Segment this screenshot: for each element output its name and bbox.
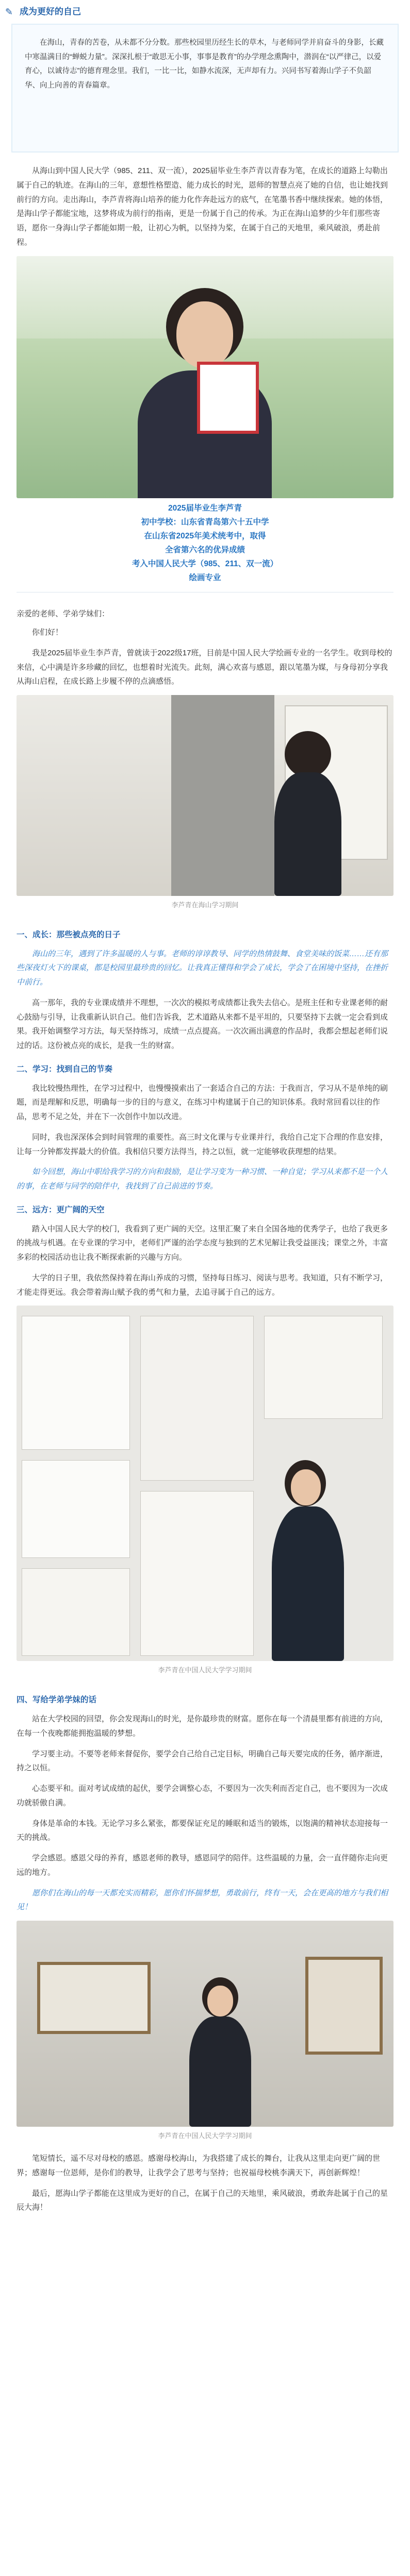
name-card-line1: 2025届毕业生李芦青 (168, 503, 242, 513)
section-advice (0, 1676, 410, 1914)
section-advice-title: 四、写给学弟学妹的话 (17, 1696, 97, 1705)
pencil-icon: ✎ (5, 7, 13, 17)
name-card-line4: 全省第六名的优异成绩 (165, 545, 245, 554)
advice-paragraph-5: 学会感恩。感恩父母的养育，感恩老师的教导，感恩同学的陪伴。这些温暖的力量，会一直伴随你走向更远的地方。 (17, 1854, 388, 1877)
advice-paragraph-1: 站在大学校园的回望，你会发现海山的时光，是你最珍贵的财富。愿你在每一个清晨里都有前进的方向，在每一个夜晚都能拥抱温暖的梦想。 (17, 1715, 388, 1738)
feature-section (0, 152, 410, 250)
advice-paragraph-2: 学习要主动。不要等老师来督促你，要学会自己给自己定目标，明确自己每天要完成的任务，循序渐进，持之以恒。 (17, 1749, 388, 1773)
studio-photo-caption: 李芦青在海山学习期间 (171, 901, 239, 909)
growth-paragraph-1: 海山的三年，遇到了许多温暖的人与事。老师的谆谆教导、同学的热情鼓舞、食堂美味的饭菜……还有那些深夜灯火下的课桌，都是校园里最珍贵的回忆。让我真正懂得和学会了成长，学会了在困境中坚持，在挫折中前行。 (17, 949, 388, 987)
exhibition-photo (17, 1921, 393, 2127)
study-paragraph-1: 我比较慢热理性，在学习过程中，也慢慢摸索出了一套适合自己的方法：于我而言，学习从不是单纯的刷题，而是理解和反思，明确每一步的目的与意义，在练习中构建属于自己的知识体系。我时常回看以往的作品，思考不足之处，并在下一次创作中加以改进。 (17, 1083, 388, 1122)
future-paragraph-1: 踏入中国人民大学的校门，我看到了更广阔的天空。这里汇聚了来自全国各地的优秀学子，也给了我更多的挑战与机遇。在专业课的学习中，老师们严谨的治学态度与独到的艺术见解让我受益匪浅；课堂之外，丰富多彩的校园活动也让我不断探索新的兴趣与方向。 (17, 1224, 388, 1262)
section-header (0, 0, 410, 24)
gallery-photo (17, 1306, 393, 1661)
advice-paragraph-3: 心态要平和。面对考试成绩的起伏，要学会调整心态，不要因为一次失利而否定自己，也不要因为一次成功就骄傲自满。 (17, 1784, 388, 1807)
graduate-photo (17, 256, 393, 498)
future-paragraph-2: 大学的日子里，我依然保持着在海山养成的习惯，坚持每日练习、阅读与思考。我知道，只有不断学习，才能走得更远。我会带着海山赋予我的勇气和力量，去追寻属于自己的远方。 (17, 1273, 388, 1297)
advice-paragraph-4: 身体是革命的本钱。无论学习多么紧张，都要保证充足的睡眠和适当的锻炼，以饱满的精神状态迎接每一天的挑战。 (17, 1819, 388, 1842)
letter-hello: 你们好！ (32, 628, 63, 637)
exhibition-photo-caption: 李芦青在中国人民大学学习期间 (158, 2132, 252, 2140)
section-growth (0, 911, 410, 1299)
closing-paragraph-2: 最后，愿海山学子都能在这里成为更好的自己，在属于自己的天地里，乘风破浪，勇敢奔赴属于自己的星辰大海！ (17, 2189, 388, 2212)
intro-text: 在海山，青春的苦卷，从未都不分分数。那些校园里历经生长的草木，与老师同学并肩奋斗的身影，长藏中寒温满目的“蝉蜕力量”。深深扎根于“敢思无小事，事事是教育”的办学理念熏陶中，潜润在“以严律己，以爱育心，以诚待志”的德育理念里。我们，一比一比，如静水流深，无声却有力。兴同书写着海山学子不负韶华、向上向善的青春篇章。 (25, 39, 384, 90)
section-future-title: 三、远方：更广阔的天空 (17, 1205, 105, 1214)
advice-quote: 愿你们在海山的每一天都充实而精彩，愿你们怀揣梦想，勇敢前行，终有一天，会在更高的地方与我们相见！ (17, 1888, 388, 1912)
section-title: 成为更好的自己 (20, 7, 81, 17)
letter-greeting: 亲爱的老师、学弟学妹们： (17, 609, 110, 619)
name-card (0, 498, 410, 585)
letter-opening (0, 600, 410, 689)
studio-photo (17, 695, 393, 896)
closing-paragraph-1: 笔短情长，遥不尽对母校的感恩。感谢母校海山，为我搭建了成长的舞台，让我从这里走向更广阔的世界；感谢每一位恩师，是你们的教导，让我学会了思考与坚持；也祝福母校桃李满天下，再创新辉煌！ (17, 2154, 381, 2177)
gallery-photo-caption: 李芦青在中国人民大学学习期间 (158, 1666, 252, 1674)
section-growth-title: 一、成长：那些被点亮的日子 (17, 930, 121, 940)
name-card-line3: 在山东省2025年美术统考中，取得 (144, 531, 266, 540)
letter-intro: 我是2025届毕业生李芦青，曾就读于2022级17班，目前是中国人民大学绘画专业的一名学生。收到母校的来信，心中满是许多珍藏的回忆，也想着时光流失。此刻，满心欢喜与感恩，跟以笔墨为媒，与身母初分享我从海山启程，在成长路上步履不停的点滴感悟。 (17, 648, 392, 686)
study-paragraph-2: 同时，我也深深体会到时间管理的重要性。高三时文化课与专业课并行，我给自己定下合理的作息安排，让每一分钟都发挥最大的价值。我相信只要方法得当，持之以恒，就一定能够收获理想的结果。 (17, 1132, 388, 1156)
study-quote: 如今回想，海山中职给我学习的方向和鼓励，是让学习变为一种习惯、一种自觉；学习从来都不是一个人的事，在老师与同学的陪伴中，我找到了自己前进的节奏。 (17, 1167, 388, 1191)
section-study-title: 二、学习：找到自己的节奏 (17, 1064, 113, 1074)
name-card-line2: 初中学校：山东省青岛第六十五中学 (141, 517, 269, 527)
feature-paragraph: 从海山到中国人民大学（985、211、双一流），2025届毕业生李芦青以青春为笔，在成长的道路上勾勒出属于自己的轨迹。在海山的三年，意想性格塑造、能力成长的时光，恩师的智慧点亮了她的自信，也让她找到前行的方向。走出海山，李芦青将海山培养的能力化作奔赴远方的底气，在笔墨书香中继续探索。她的体悟，是海山学子都能宝地，这梦将成为前行的指南，更是一份属于自己的传承。为正在海山追梦的少年们那些寄语，愿你一身海山学子都能如期一般，让初心为帆，以坚持为桨，在属于自己的天地里，乘风破浪，勇赴前程。 (17, 166, 388, 247)
growth-paragraph-2: 高一那年，我的专业课成绩并不理想，一次次的模拟考成绩都让我失去信心。是班主任和专业课老师的耐心鼓励与引导，让我重新认识自己。他们告诉我，艺术道路从来都不是平坦的，只要坚持下去就一定会看到成果。我开始调整学习方法，每天坚持练习，成绩一点点提高。一次次画出满意的作品时，我都会想起老师们说过的话。这份被点亮的成长，是我一生的财富。 (17, 998, 388, 1050)
name-card-line5: 考入中国人民大学（985、211、双一流） (132, 560, 278, 568)
intro-box (11, 24, 399, 152)
closing-section (0, 2142, 410, 2215)
name-card-line6: 绘画专业 (189, 573, 221, 583)
